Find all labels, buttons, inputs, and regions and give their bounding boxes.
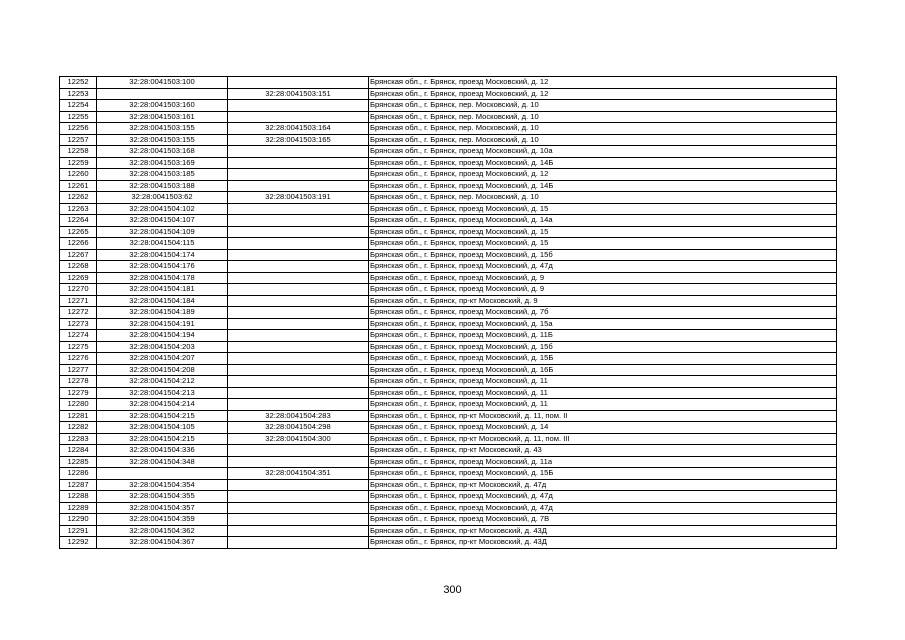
- address-cell: Брянская обл., г. Брянск, проезд Московский, д. 15Б: [369, 353, 837, 365]
- address-cell: Брянская обл., г. Брянск, проезд Московский, д. 15: [369, 226, 837, 238]
- cadastral-number-cell: 32:28:0041504:203: [97, 341, 228, 353]
- table-row: [60, 146, 837, 158]
- row-number-cell: 12286: [60, 468, 97, 480]
- table-row: [60, 77, 837, 89]
- cadastral-number-cell: 32:28:0041504:184: [97, 295, 228, 307]
- row-number-cell: 12267: [60, 249, 97, 261]
- address-cell: Брянская обл., г. Брянск, пр-кт Московский, д. 11, пом. III: [369, 433, 837, 445]
- cadastral-number-cell: 32:28:0041504:348: [97, 456, 228, 468]
- related-cadastral-number-cell: [228, 364, 369, 376]
- related-cadastral-number-cell: [228, 215, 369, 227]
- address-cell: Брянская обл., г. Брянск, проезд Московский, д. 15: [369, 238, 837, 250]
- table-row: [60, 134, 837, 146]
- related-cadastral-number-cell: [228, 330, 369, 342]
- cadastral-number-cell: 32:28:0041504:354: [97, 479, 228, 491]
- row-number-cell: 12268: [60, 261, 97, 273]
- cadastral-number-cell: 32:28:0041503:155: [97, 123, 228, 135]
- related-cadastral-number-cell: [228, 307, 369, 319]
- row-number-cell: 12276: [60, 353, 97, 365]
- row-number-cell: 12290: [60, 514, 97, 526]
- table-row: [60, 180, 837, 192]
- address-cell: Брянская обл., г. Брянск, пер. Московский, д. 10: [369, 111, 837, 123]
- address-cell: Брянская обл., г. Брянск, пер. Московский, д. 10: [369, 192, 837, 204]
- row-number-cell: 12256: [60, 123, 97, 135]
- row-number-cell: 12282: [60, 422, 97, 434]
- cadastral-number-cell: 32:28:0041504:208: [97, 364, 228, 376]
- address-cell: Брянская обл., г. Брянск, проезд Московский, д. 12: [369, 169, 837, 181]
- row-number-cell: 12258: [60, 146, 97, 158]
- address-cell: Брянская обл., г. Брянск, проезд Московский, д. 9: [369, 284, 837, 296]
- table-row: [60, 387, 837, 399]
- address-cell: Брянская обл., г. Брянск, пр-кт Московский, д. 43Д: [369, 537, 837, 549]
- row-number-cell: 12280: [60, 399, 97, 411]
- cadastral-number-cell: 32:28:0041504:362: [97, 525, 228, 537]
- address-cell: Брянская обл., г. Брянск, проезд Московский, д. 7б: [369, 307, 837, 319]
- row-number-cell: 12283: [60, 433, 97, 445]
- row-number-cell: 12264: [60, 215, 97, 227]
- cadastral-number-cell: 32:28:0041504:107: [97, 215, 228, 227]
- row-number-cell: 12262: [60, 192, 97, 204]
- row-number-cell: 12292: [60, 537, 97, 549]
- table-row: [60, 468, 837, 480]
- address-cell: Брянская обл., г. Брянск, проезд Московский, д. 15Б: [369, 468, 837, 480]
- registry-table-body: [60, 77, 837, 549]
- address-cell: Брянская обл., г. Брянск, проезд Московский, д. 14а: [369, 215, 837, 227]
- cadastral-number-cell: 32:28:0041503:62: [97, 192, 228, 204]
- address-cell: Брянская обл., г. Брянск, пр-кт Московский, д. 9: [369, 295, 837, 307]
- table-row: [60, 215, 837, 227]
- table-row: [60, 157, 837, 169]
- related-cadastral-number-cell: [228, 376, 369, 388]
- related-cadastral-number-cell: [228, 318, 369, 330]
- table-row: [60, 295, 837, 307]
- cadastral-number-cell: 32:28:0041504:214: [97, 399, 228, 411]
- row-number-cell: 12291: [60, 525, 97, 537]
- table-row: [60, 192, 837, 204]
- cadastral-number-cell: 32:28:0041504:176: [97, 261, 228, 273]
- address-cell: Брянская обл., г. Брянск, проезд Московский, д. 14Б: [369, 180, 837, 192]
- related-cadastral-number-cell: [228, 272, 369, 284]
- address-cell: Брянская обл., г. Брянск, проезд Московский, д. 11Б: [369, 330, 837, 342]
- row-number-cell: 12281: [60, 410, 97, 422]
- row-number-cell: 12252: [60, 77, 97, 89]
- table-row: [60, 491, 837, 503]
- table-row: [60, 307, 837, 319]
- table-row: [60, 261, 837, 273]
- related-cadastral-number-cell: 32:28:0041503:165: [228, 134, 369, 146]
- cadastral-number-cell: 32:28:0041504:174: [97, 249, 228, 261]
- cadastral-number-cell: 32:28:0041504:212: [97, 376, 228, 388]
- cadastral-number-cell: 32:28:0041503:168: [97, 146, 228, 158]
- related-cadastral-number-cell: [228, 77, 369, 89]
- related-cadastral-number-cell: [228, 479, 369, 491]
- cadastral-number-cell: [97, 468, 228, 480]
- address-cell: Брянская обл., г. Брянск, проезд Московский, д. 12: [369, 77, 837, 89]
- cadastral-number-cell: 32:28:0041503:161: [97, 111, 228, 123]
- cadastral-number-cell: 32:28:0041504:207: [97, 353, 228, 365]
- related-cadastral-number-cell: [228, 399, 369, 411]
- address-cell: Брянская обл., г. Брянск, пр-кт Московский, д. 43Д: [369, 525, 837, 537]
- related-cadastral-number-cell: [228, 169, 369, 181]
- table-row: [60, 238, 837, 250]
- table-row: [60, 88, 837, 100]
- row-number-cell: 12288: [60, 491, 97, 503]
- cadastral-number-cell: 32:28:0041504:336: [97, 445, 228, 457]
- related-cadastral-number-cell: [228, 514, 369, 526]
- related-cadastral-number-cell: [228, 238, 369, 250]
- cadastral-number-cell: 32:28:0041503:188: [97, 180, 228, 192]
- address-cell: Брянская обл., г. Брянск, пр-кт Московский, д. 43: [369, 445, 837, 457]
- cadastral-number-cell: 32:28:0041504:357: [97, 502, 228, 514]
- table-row: [60, 514, 837, 526]
- row-number-cell: 12278: [60, 376, 97, 388]
- cadastral-number-cell: 32:28:0041504:213: [97, 387, 228, 399]
- address-cell: Брянская обл., г. Брянск, проезд Московский, д. 10а: [369, 146, 837, 158]
- cadastral-number-cell: 32:28:0041504:109: [97, 226, 228, 238]
- table-row: [60, 456, 837, 468]
- cadastral-number-cell: 32:28:0041504:194: [97, 330, 228, 342]
- address-cell: Брянская обл., г. Брянск, проезд Московский, д. 47д: [369, 261, 837, 273]
- table-row: [60, 249, 837, 261]
- cadastral-number-cell: 32:28:0041503:160: [97, 100, 228, 112]
- related-cadastral-number-cell: 32:28:0041504:300: [228, 433, 369, 445]
- table-row: [60, 364, 837, 376]
- related-cadastral-number-cell: [228, 537, 369, 549]
- related-cadastral-number-cell: [228, 387, 369, 399]
- address-cell: Брянская обл., г. Брянск, проезд Московский, д. 15а: [369, 318, 837, 330]
- related-cadastral-number-cell: [228, 353, 369, 365]
- address-cell: Брянская обл., г. Брянск, проезд Московский, д. 11: [369, 387, 837, 399]
- address-cell: Брянская обл., г. Брянск, проезд Московский, д. 16Б: [369, 364, 837, 376]
- table-row: [60, 123, 837, 135]
- row-number-cell: 12275: [60, 341, 97, 353]
- cadastral-number-cell: 32:28:0041504:102: [97, 203, 228, 215]
- cadastral-number-cell: 32:28:0041504:215: [97, 410, 228, 422]
- related-cadastral-number-cell: [228, 111, 369, 123]
- table-row: [60, 479, 837, 491]
- table-row: [60, 445, 837, 457]
- row-number-cell: 12274: [60, 330, 97, 342]
- related-cadastral-number-cell: [228, 180, 369, 192]
- table-row: [60, 203, 837, 215]
- cadastral-number-cell: 32:28:0041504:178: [97, 272, 228, 284]
- row-number-cell: 12265: [60, 226, 97, 238]
- related-cadastral-number-cell: [228, 456, 369, 468]
- address-cell: Брянская обл., г. Брянск, проезд Московский, д. 14Б: [369, 157, 837, 169]
- row-number-cell: 12260: [60, 169, 97, 181]
- address-cell: Брянская обл., г. Брянск, проезд Московский, д. 12: [369, 88, 837, 100]
- related-cadastral-number-cell: [228, 100, 369, 112]
- table-row: [60, 410, 837, 422]
- row-number-cell: 12263: [60, 203, 97, 215]
- cadastral-number-cell: [97, 88, 228, 100]
- table-row: [60, 330, 837, 342]
- table-row: [60, 399, 837, 411]
- address-cell: Брянская обл., г. Брянск, проезд Московский, д. 15б: [369, 341, 837, 353]
- related-cadastral-number-cell: [228, 146, 369, 158]
- table-row: [60, 353, 837, 365]
- row-number-cell: 12287: [60, 479, 97, 491]
- table-row: [60, 318, 837, 330]
- related-cadastral-number-cell: [228, 502, 369, 514]
- table-row: [60, 422, 837, 434]
- cadastral-number-cell: 32:28:0041504:189: [97, 307, 228, 319]
- row-number-cell: 12272: [60, 307, 97, 319]
- related-cadastral-number-cell: 32:28:0041504:351: [228, 468, 369, 480]
- related-cadastral-number-cell: 32:28:0041504:298: [228, 422, 369, 434]
- row-number-cell: 12255: [60, 111, 97, 123]
- row-number-cell: 12273: [60, 318, 97, 330]
- related-cadastral-number-cell: [228, 445, 369, 457]
- related-cadastral-number-cell: [228, 226, 369, 238]
- cadastral-registry-table: [59, 76, 837, 549]
- table-row: [60, 169, 837, 181]
- address-cell: Брянская обл., г. Брянск, проезд Московский, д. 15: [369, 203, 837, 215]
- address-cell: Брянская обл., г. Брянск, пер. Московский, д. 10: [369, 100, 837, 112]
- related-cadastral-number-cell: 32:28:0041503:151: [228, 88, 369, 100]
- cadastral-number-cell: 32:28:0041504:355: [97, 491, 228, 503]
- related-cadastral-number-cell: [228, 157, 369, 169]
- related-cadastral-number-cell: 32:28:0041503:191: [228, 192, 369, 204]
- related-cadastral-number-cell: [228, 249, 369, 261]
- table-row: [60, 111, 837, 123]
- page-number: 300: [443, 584, 462, 596]
- row-number-cell: 12259: [60, 157, 97, 169]
- row-number-cell: 12279: [60, 387, 97, 399]
- address-cell: Брянская обл., г. Брянск, проезд Московский, д. 11: [369, 376, 837, 388]
- table-row: [60, 525, 837, 537]
- address-cell: Брянская обл., г. Брянск, проезд Московский, д. 11а: [369, 456, 837, 468]
- address-cell: Брянская обл., г. Брянск, проезд Московский, д. 15б: [369, 249, 837, 261]
- related-cadastral-number-cell: [228, 525, 369, 537]
- table-row: [60, 537, 837, 549]
- table-row: [60, 341, 837, 353]
- row-number-cell: 12285: [60, 456, 97, 468]
- cadastral-number-cell: 32:28:0041503:155: [97, 134, 228, 146]
- address-cell: Брянская обл., г. Брянск, пер. Московский, д. 10: [369, 123, 837, 135]
- address-cell: Брянская обл., г. Брянск, пр-кт Московский, д. 47д: [369, 479, 837, 491]
- cadastral-number-cell: 32:28:0041504:191: [97, 318, 228, 330]
- related-cadastral-number-cell: [228, 341, 369, 353]
- address-cell: Брянская обл., г. Брянск, проезд Московский, д. 9: [369, 272, 837, 284]
- address-cell: Брянская обл., г. Брянск, пр-кт Московский, д. 11, пом. II: [369, 410, 837, 422]
- table-row: [60, 272, 837, 284]
- related-cadastral-number-cell: 32:28:0041503:164: [228, 123, 369, 135]
- cadastral-number-cell: 32:28:0041504:215: [97, 433, 228, 445]
- row-number-cell: 12269: [60, 272, 97, 284]
- row-number-cell: 12266: [60, 238, 97, 250]
- cadastral-number-cell: 32:28:0041504:367: [97, 537, 228, 549]
- row-number-cell: 12253: [60, 88, 97, 100]
- related-cadastral-number-cell: [228, 203, 369, 215]
- table-row: [60, 226, 837, 238]
- cadastral-number-cell: 32:28:0041504:105: [97, 422, 228, 434]
- address-cell: Брянская обл., г. Брянск, проезд Московский, д. 14: [369, 422, 837, 434]
- row-number-cell: 12254: [60, 100, 97, 112]
- table-row: [60, 284, 837, 296]
- table-row: [60, 433, 837, 445]
- address-cell: Брянская обл., г. Брянск, проезд Московский, д. 7В: [369, 514, 837, 526]
- table-row: [60, 100, 837, 112]
- cadastral-number-cell: 32:28:0041504:181: [97, 284, 228, 296]
- row-number-cell: 12270: [60, 284, 97, 296]
- cadastral-number-cell: 32:28:0041504:115: [97, 238, 228, 250]
- related-cadastral-number-cell: [228, 261, 369, 273]
- address-cell: Брянская обл., г. Брянск, проезд Московский, д. 47д: [369, 491, 837, 503]
- row-number-cell: 12257: [60, 134, 97, 146]
- address-cell: Брянская обл., г. Брянск, проезд Московский, д. 11: [369, 399, 837, 411]
- row-number-cell: 12284: [60, 445, 97, 457]
- cadastral-number-cell: 32:28:0041503:169: [97, 157, 228, 169]
- cadastral-number-cell: 32:28:0041503:185: [97, 169, 228, 181]
- row-number-cell: 12277: [60, 364, 97, 376]
- row-number-cell: 12289: [60, 502, 97, 514]
- table-row: [60, 376, 837, 388]
- address-cell: Брянская обл., г. Брянск, проезд Московский, д. 47д: [369, 502, 837, 514]
- address-cell: Брянская обл., г. Брянск, пер. Московский, д. 10: [369, 134, 837, 146]
- cadastral-number-cell: 32:28:0041504:359: [97, 514, 228, 526]
- row-number-cell: 12271: [60, 295, 97, 307]
- related-cadastral-number-cell: [228, 491, 369, 503]
- row-number-cell: 12261: [60, 180, 97, 192]
- related-cadastral-number-cell: [228, 284, 369, 296]
- cadastral-number-cell: 32:28:0041503:100: [97, 77, 228, 89]
- related-cadastral-number-cell: [228, 295, 369, 307]
- table-row: [60, 502, 837, 514]
- related-cadastral-number-cell: 32:28:0041504:283: [228, 410, 369, 422]
